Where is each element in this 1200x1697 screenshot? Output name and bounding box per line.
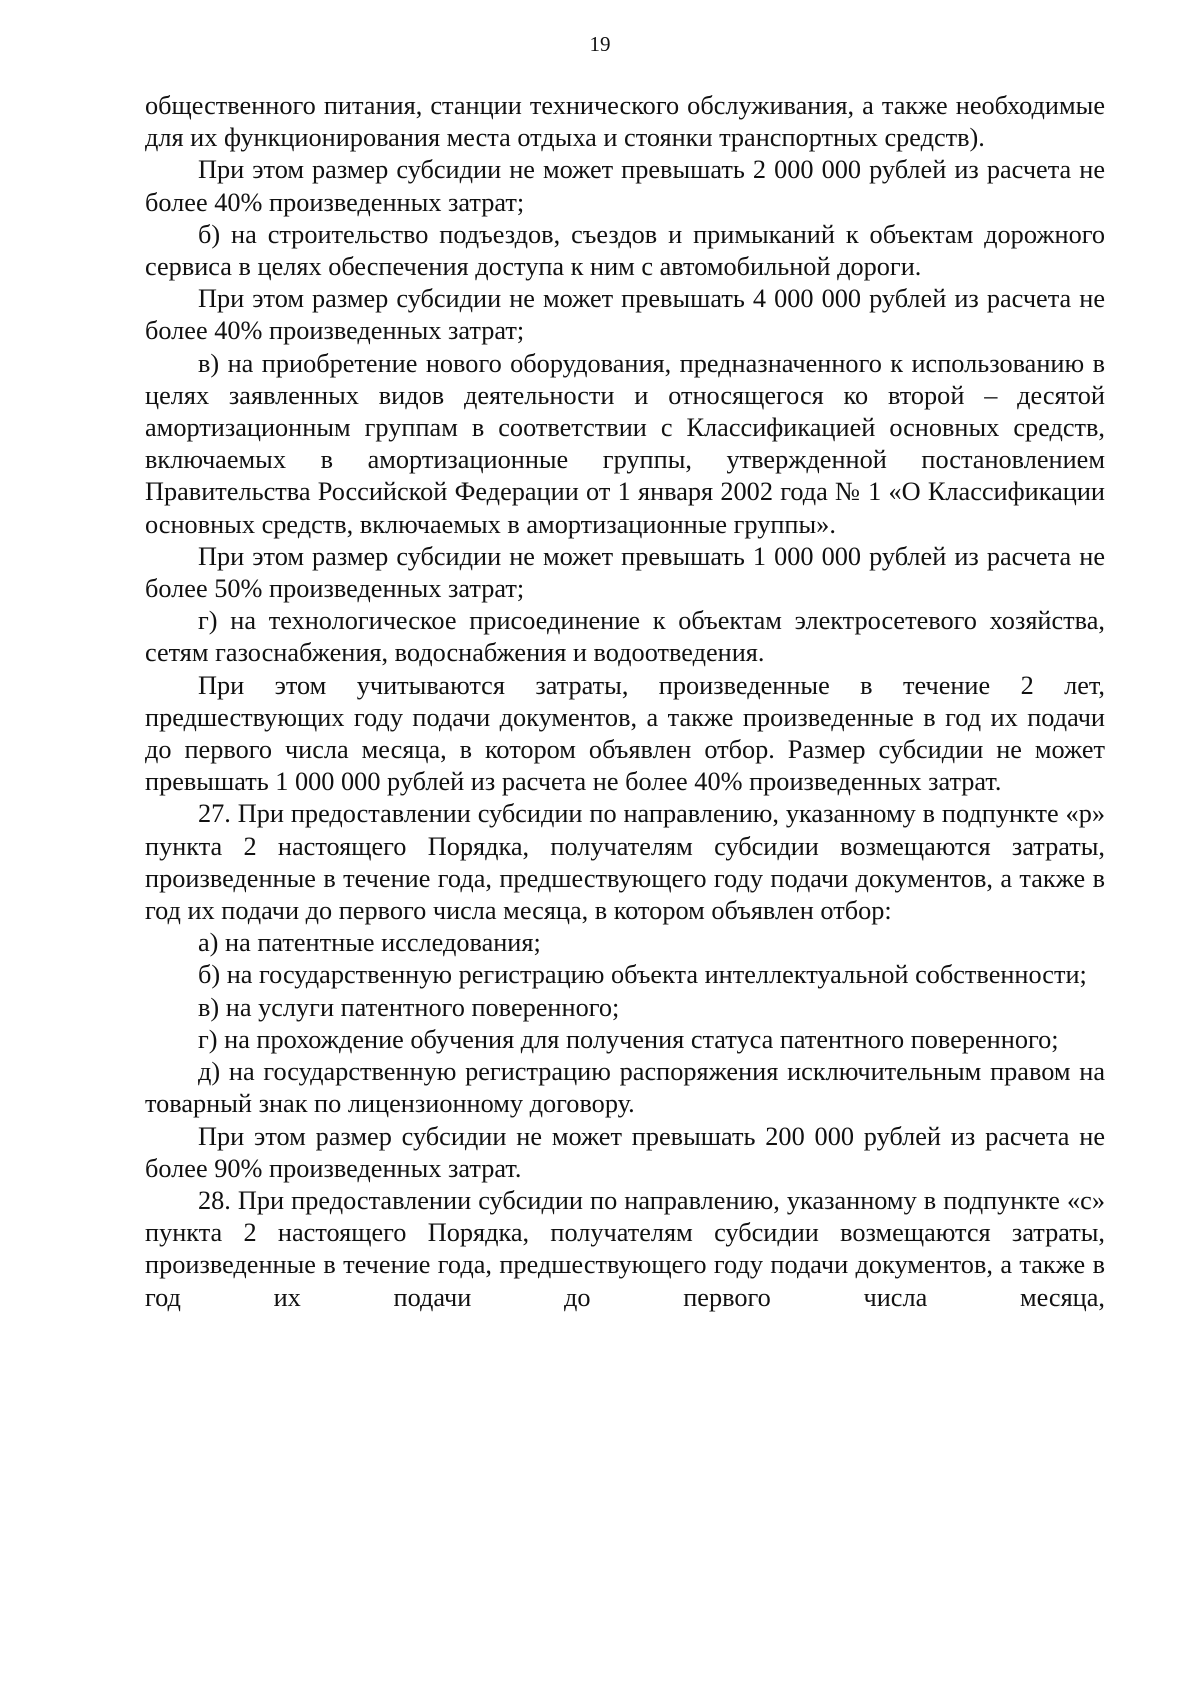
document-body: [145, 90, 1105, 1314]
paragraph: в) на услуги патентного поверенного;: [198, 992, 620, 1022]
page-number: 19: [589, 32, 611, 56]
paragraph: г) на прохождение обучения для получения статуса патентного поверенного;: [198, 1024, 1059, 1054]
paragraph: При этом учитываются затраты, произведенные в течение 2 лет, предшествующих году подачи документов, а также произведенные в год их подачи до первого числа месяца, в котором объявлен отбор. Размер субсидии не может превышать 1 000 000 рублей из расчета не более 40% произведенных затрат.: [145, 670, 1105, 797]
paragraph: При этом размер субсидии не может превышать 4 000 000 рублей из расчета не более 40% произведенных затрат;: [145, 284, 1105, 346]
paragraph: При этом размер субсидии не может превышать 1 000 000 рублей из расчета не более 50% произведенных затрат;: [145, 541, 1105, 604]
paragraph-continued: 28. При предоставлении субсидии по направлению, указанному в подпункте «с» пункта 2 настоящего Порядка, получателям субсидии возмещаются затраты, произведенные в течение года, предшествующего году подачи документов, а также в год их подачи до первого числа месяца,: [145, 1185, 1105, 1312]
paragraph: а) на патентные исследования;: [198, 928, 541, 958]
paragraph: 27. При предоставлении субсидии по направлению, указанному в подпункте «р» пункта 2 настоящего Порядка, получателям субсидии возмещаются затраты, произведенные в течение года, предшествующего году подачи документов, а также в год их подачи до первого числа месяца, в котором объявлен отбор:: [145, 799, 1105, 926]
paragraph: При этом размер субсидии не может превышать 200 000 рублей из расчета не более 90% произведенных затрат.: [145, 1121, 1105, 1183]
paragraph: г) на технологическое присоединение к объектам электросетевого хозяйства, сетям газоснабжения, водоснабжения и водоотведения.: [145, 606, 1105, 668]
paragraph: общественного питания, станции технического обслуживания, а также необходимые для их функционирования места отдыха и стоянки транспортных средств).: [145, 91, 1105, 153]
paragraph: в) на приобретение нового оборудования, предназначенного к использованию в целях заявленных видов деятельности и относящегося ко второй – десятой амортизационным группам в соответствии с Классификацией основных средств, включаемых в амортизационные группы, утвержденной постановлением Правительства Российской Федерации от 1 января 2002 года № 1 «О Классификации основных средств, включаемых в амортизационные группы».: [145, 348, 1105, 539]
paragraph: При этом размер субсидии не может превышать 2 000 000 рублей из расчета не более 40% произведенных затрат;: [145, 155, 1105, 217]
paragraph: д) на государственную регистрацию распоряжения исключительным правом на товарный знак по лицензионному договору.: [145, 1057, 1105, 1119]
paragraph: б) на строительство подъездов, съездов и примыканий к объектам дорожного сервиса в целях обеспечения доступа к ним с автомобильной дороги.: [145, 219, 1105, 282]
paragraph: б) на государственную регистрацию объекта интеллектуальной собственности;: [198, 960, 1087, 990]
